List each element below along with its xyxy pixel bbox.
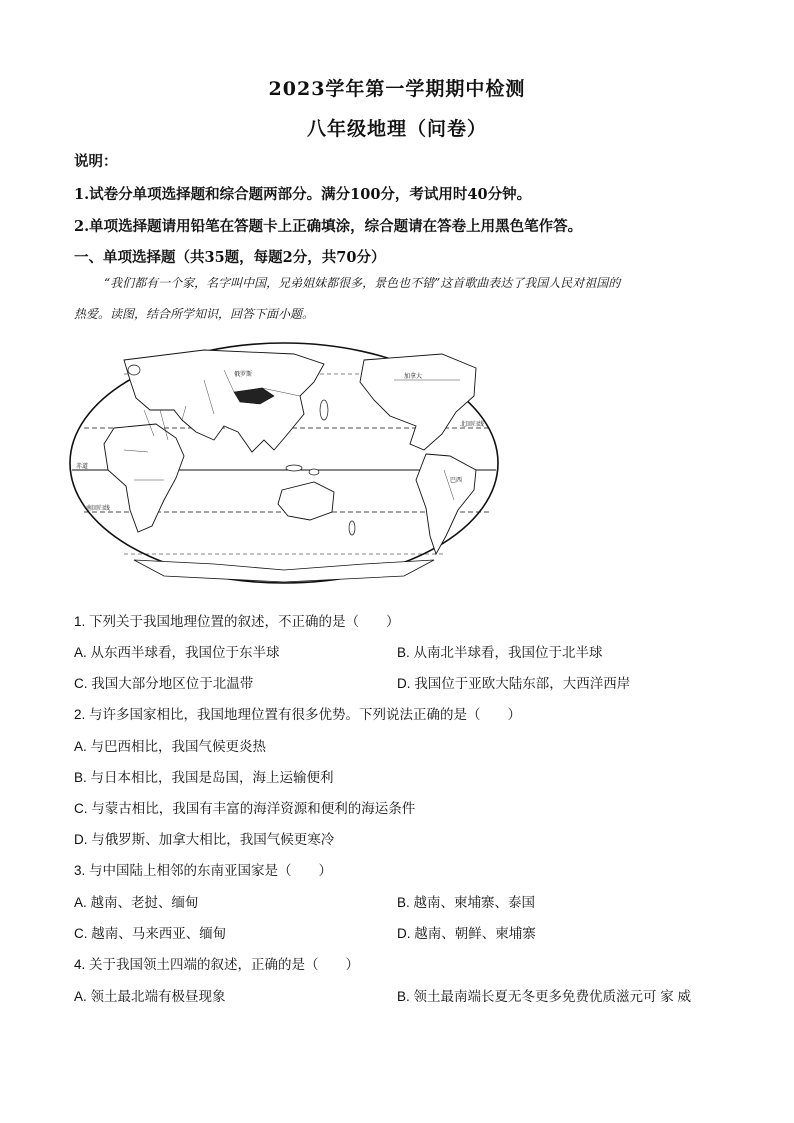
q2-option-b: B. 与日本相比，我国是岛国，海上运输便利: [74, 770, 334, 785]
label-russia: 俄罗斯: [234, 371, 253, 378]
question-3: 3. 与中国陆上相邻的东南亚国家是（ ）: [74, 863, 333, 878]
q4-option-a: A. 领土最北端有极昼现象: [74, 989, 226, 1004]
world-map: [64, 340, 504, 586]
label-brazil: 巴西: [450, 477, 463, 484]
intro-line-1: “我们都有一个家，名字叫中国，兄弟姐妹都很多，景色也不错”这首歌曲表达了我国人民对祖国的: [104, 276, 621, 290]
q1-option-b: B. 从南北半球看，我国位于北半球: [397, 645, 603, 660]
q3-option-b: B. 越南、柬埔寨、泰国: [397, 895, 536, 910]
label-canada: 加拿大: [404, 373, 423, 380]
instruction-item-1: 1.试卷分单项选择题和综合题两部分。满分100分，考试用时40分钟。: [74, 186, 532, 203]
intro-line-2: 热爱。读图，结合所学知识，回答下面小题。: [74, 307, 315, 321]
q1-option-a: A. 从东西半球看，我国位于东半球: [74, 645, 280, 660]
q3-option-c: C. 越南、马来西亚、缅甸: [74, 926, 227, 941]
instruction-item-2: 2.单项选择题请用铅笔在答题卡上正确填涂，综合题请在答卷上用黑色笔作答。: [74, 218, 583, 235]
instructions-label: 说明：: [74, 153, 118, 170]
label-equator: 赤道: [76, 463, 89, 470]
page-subtitle: 八年级地理（问卷）: [306, 118, 487, 140]
label-tropic-north: 北回归线: [460, 421, 485, 428]
question-1: 1. 下列关于我国地理位置的叙述，不正确的是（ ）: [74, 614, 400, 629]
q2-option-a: A. 与巴西相比，我国气候更炎热: [74, 739, 267, 754]
q4-option-b: B. 领土最南端长夏无冬更多免费优质滋元可 家 威: [397, 989, 692, 1004]
q3-option-a: A. 越南、老挝、缅甸: [74, 895, 199, 910]
q2-option-d: D. 与俄罗斯、加拿大相比，我国气候更寒冷: [74, 832, 335, 847]
label-tropic-south: 南回归线: [86, 505, 111, 512]
q1-option-c: C. 我国大部分地区位于北温带: [74, 676, 254, 691]
q3-option-d: D. 越南、朝鲜、柬埔寨: [397, 926, 536, 941]
question-4: 4. 关于我国领土四端的叙述，正确的是（ ）: [74, 957, 360, 972]
q1-option-d: D. 我国位于亚欧大陆东部，大西洋西岸: [397, 676, 631, 691]
section-heading: 一、单项选择题（共35题，每题2分，共70分）: [74, 249, 386, 266]
q2-option-c: C. 与蒙古相比，我国有丰富的海洋资源和便利的海运条件: [74, 801, 416, 816]
question-2: 2. 与许多国家相比，我国地理位置有很多优势。下列说法正确的是（ ）: [74, 707, 522, 722]
page-title: 2023学年第一学期期中检测: [268, 78, 526, 100]
